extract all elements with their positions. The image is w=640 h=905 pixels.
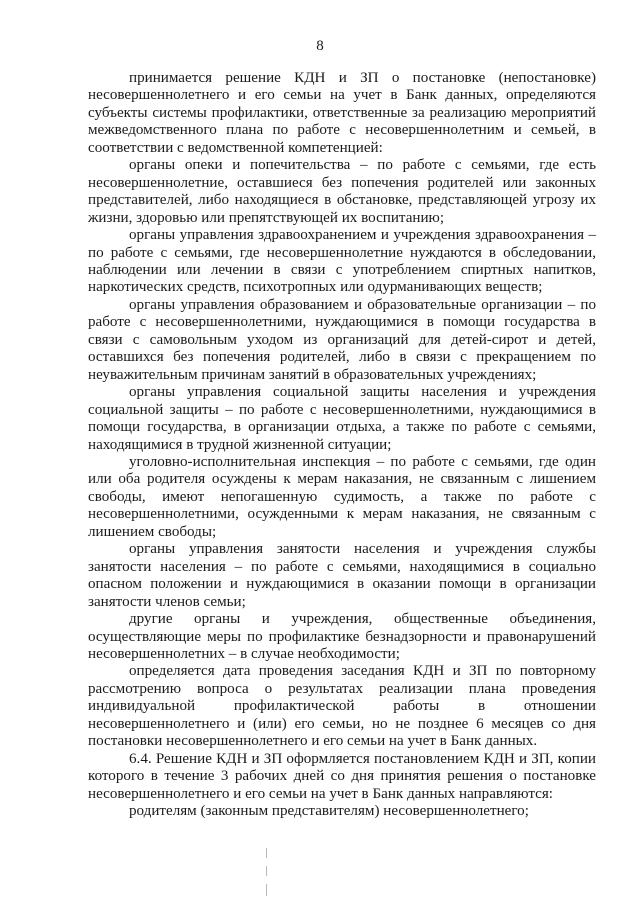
paragraph-guardianship-bodies: органы опеки и попечительства – по работе с семьями, где есть несовершеннолетние, оставшиеся без попечения родителей или законных представителей, либо находящиеся в обстановке, представляющей угрозу их жизни, здоровью или препятствующей их воспитанию;: [88, 157, 596, 226]
paragraph-penal-inspection: уголовно-исполнительная инспекция – по работе с семьями, где один или оба родителя осуждены к мерам наказания, не связанным с лишением свободы, имеют непогашенную судимость, а также по работе с несовершеннолетними, осужденными к мерам наказания, не связанным с лишением свободы;: [88, 453, 596, 540]
scan-artifact-line: [266, 848, 267, 858]
scan-artifact-line: [266, 866, 267, 876]
document-body: [88, 70, 596, 820]
paragraph-parents-recipient: родителям (законным представителям) несовершеннолетнего;: [129, 803, 529, 820]
paragraph-section-6-4: 6.4. Решение КДН и ЗП оформляется постановлением КДН и ЗП, копии которого в течение 3 рабочих дней со дня принятия решения о постановке несовершеннолетнего и его семьи на учет в Банк данных направляются:: [88, 750, 596, 802]
paragraph-employment-bodies: органы управления занятости населения и учреждения службы занятости населения – по работе с семьями, находящимися в социально опасном положении и нуждающимися в оказании помощи в организации занятости членов семьи;: [88, 541, 596, 610]
paragraph-other-bodies: другие органы и учреждения, общественные объединения, осуществляющие меры по профилактике безнадзорности и правонарушений несовершеннолетних – в случае необходимости;: [88, 611, 596, 662]
paragraph-review-date: определяется дата проведения заседания КДН и ЗП по повторному рассмотрению вопроса о результатах реализации плана проведения индивидуальной профилактической работы в отношении несовершеннолетнего и (или) его семьи, но не позднее 6 месяцев со дня постановки несовершеннолетнего и его семьи на учет в Банк данных.: [88, 663, 596, 750]
paragraph-education-bodies: органы управления образованием и образовательные организации – по работе с несовершеннолетними, нуждающимися в помощи государства в связи с самовольным уходом из организаций для детей-сирот и детей, оставшихся без попечения родителей, либо в связи с прекращением по неуважительным причинам занятий в образовательных учреждениях;: [88, 296, 596, 383]
paragraph-social-protection-bodies: органы управления социальной защиты населения и учреждения социальной защиты – по работе с несовершеннолетними, нуждающимися в помощи государства, в организации отдыха, а также по работе с семьями, находящимися в трудной жизненной ситуации;: [88, 384, 596, 453]
paragraph-healthcare-bodies: органы управления здравоохранением и учреждения здравоохранения – по работе с семьями, где несовершеннолетние нуждаются в обследовании, наблюдении или лечении в связи с употреблением спиртных напитков, наркотических средств, психотропных или одурманивающих веществ;: [88, 227, 596, 296]
page-number: 8: [316, 38, 324, 54]
paragraph-decision-intro: принимается решение КДН и ЗП о постановке (непостановке) несовершеннолетнего и его семьи на учет в Банк данных, определяются субъекты системы профилактики, ответственные за реализацию мероприятий межведомственного плана по работе с несовершеннолетним и семьей, в соответствии с ведомственной компетенцией:: [88, 70, 596, 156]
scan-artifact-line: [266, 884, 267, 896]
